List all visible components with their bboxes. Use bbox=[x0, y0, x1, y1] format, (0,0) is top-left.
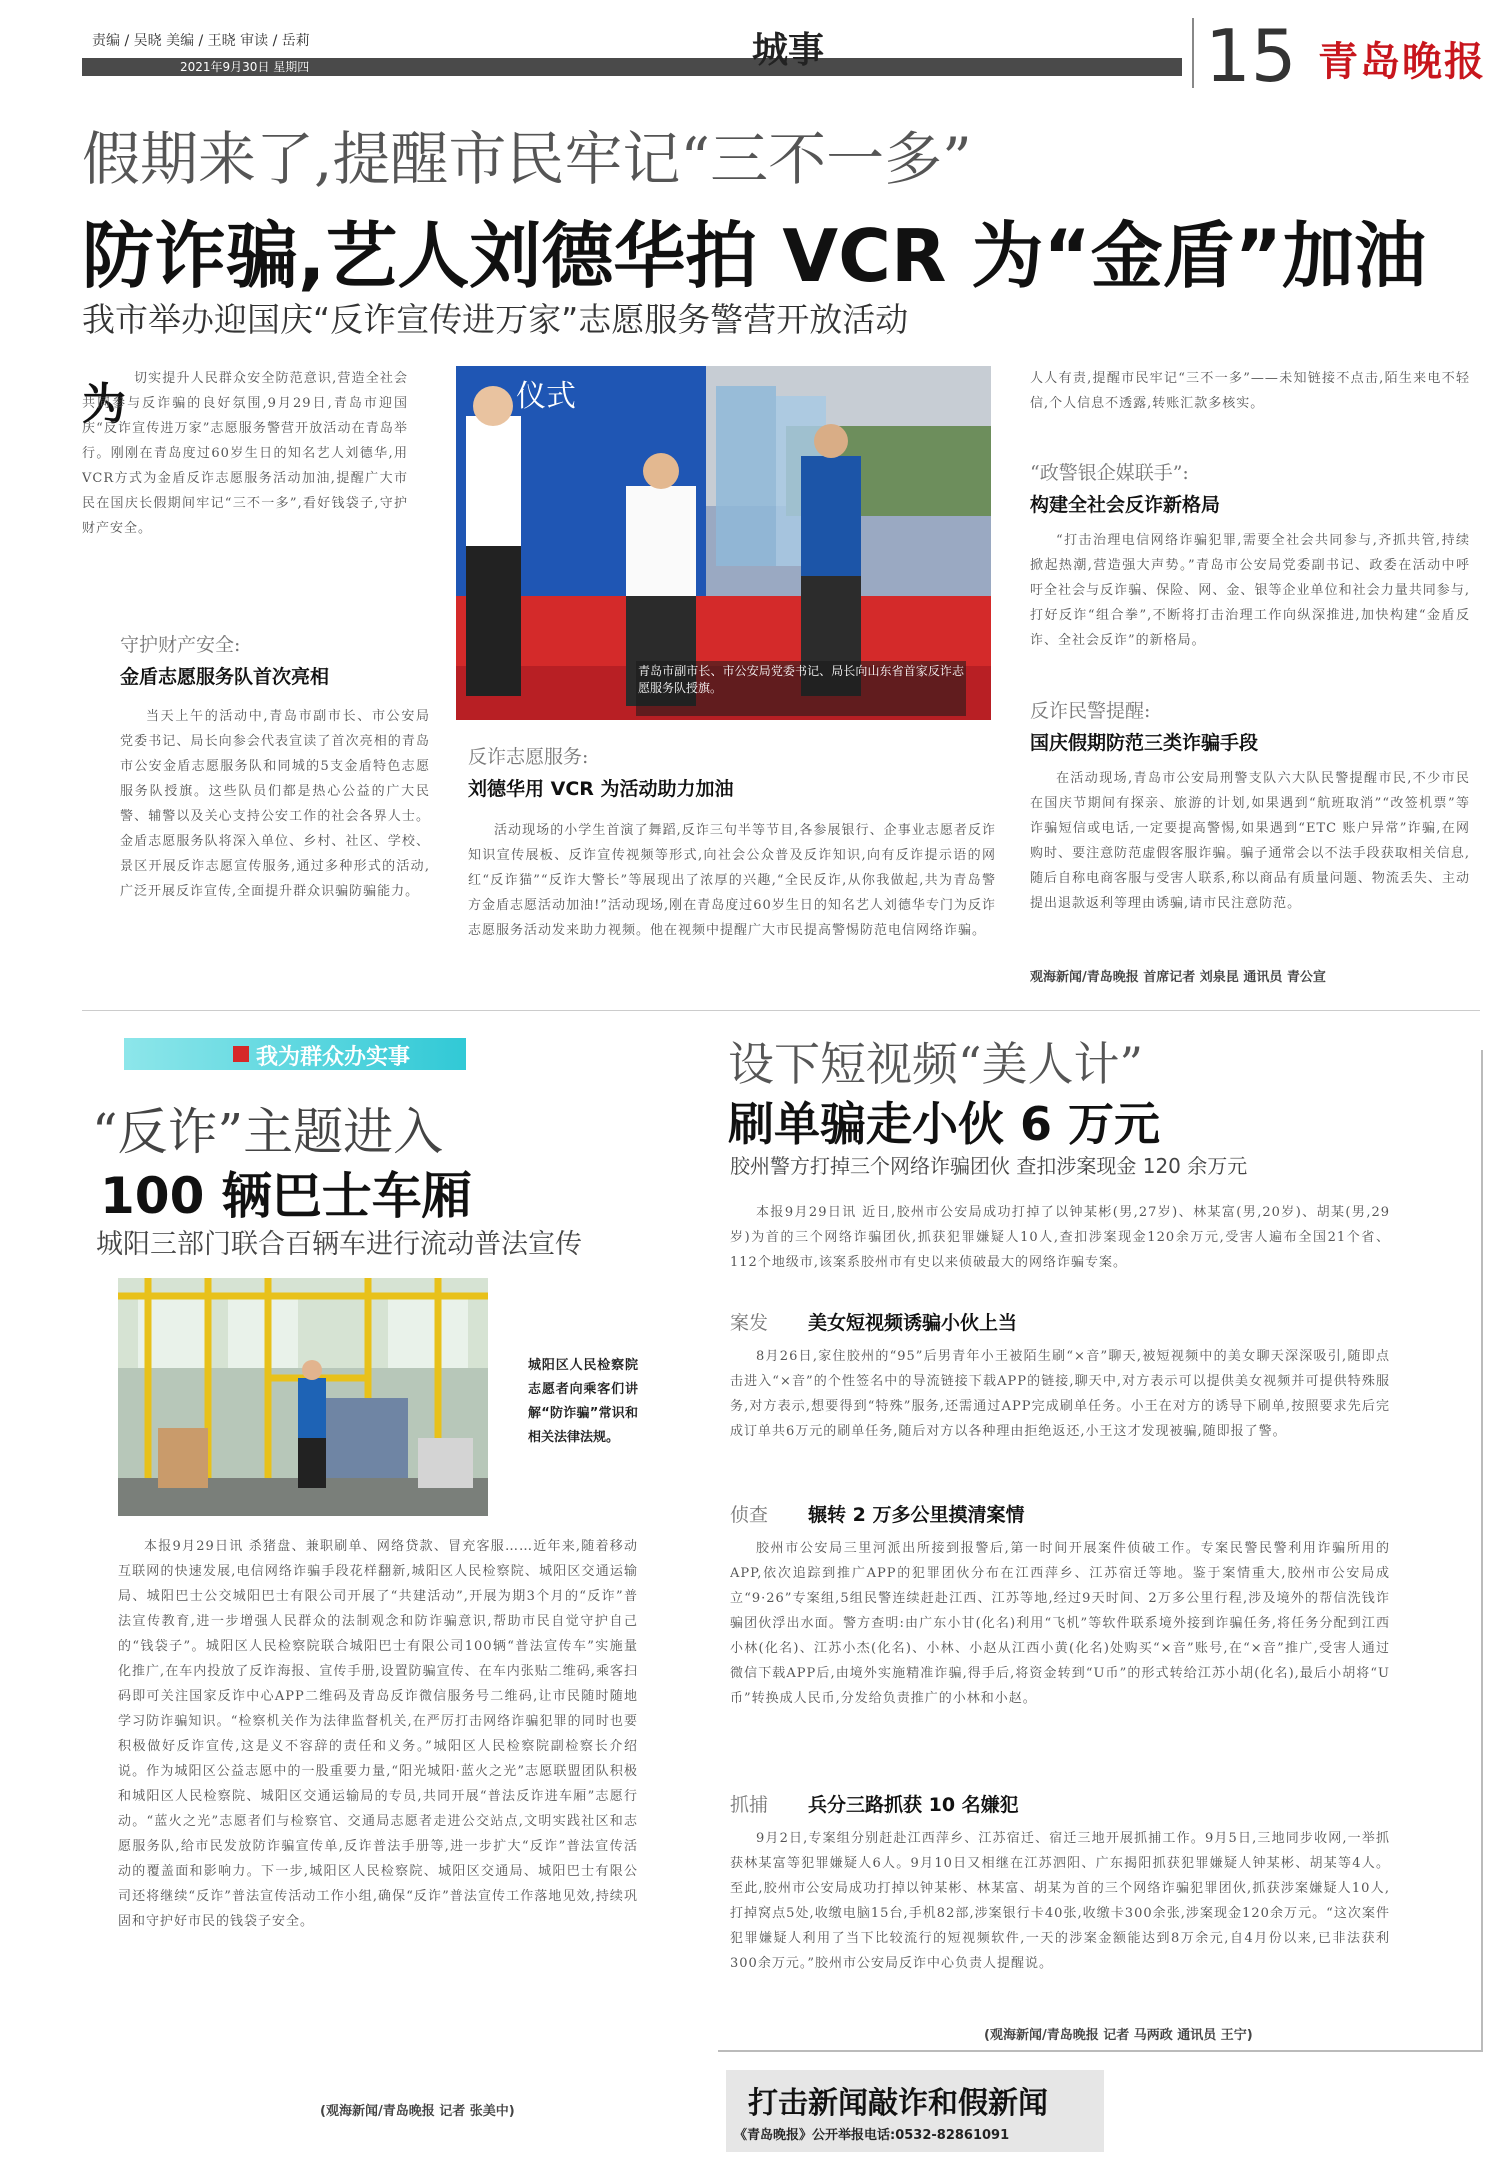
article1-sub2-title: 刘德华用 VCR 为活动助力加油 bbox=[468, 778, 734, 800]
bus-photo-caption: 城阳区人民检察院志愿者向乘客们讲解“防诈骗”常识和相关法律法规。 bbox=[528, 1358, 638, 1445]
article3-sec3-label: 抓捕 bbox=[730, 1794, 769, 1816]
article3-sec2-label: 侦查 bbox=[730, 1504, 769, 1526]
svg-text:仪式: 仪式 bbox=[516, 379, 576, 414]
article2-deck: 城阳三部门联合百辆车进行流动普法宣传 bbox=[96, 1229, 582, 1260]
article3-sec2-body: 胶州市公安局三里河派出所接到报警后,第一时间开展案件侦破工作。专案民警民警利用诈骗所用的APP,依次追踪到推广APP的犯罪团伙分布在江西萍乡、江苏宿迁等地。鉴于案情重大,胶州市公安局成立“9·26”专案组,5组民警连续赶赴江西、江苏等地,经过9天时间、2万多公里行程,涉及境外的帮信洗钱诈骗团伙浮出水面。警方查明:由广东小甘(化名)利用“飞机”等软件联系境外接到诈骗任务,将任务分配到江西小林(化名)、江苏小杰(化名)、小林、小赵从江西小黄(化名)处购买“×音”账号,在“×音”推广,受害人通过微信下载APP后,由境外实施精准诈骗,得手后,将资金转到“U币”的形式转给江苏小胡(化名),最后小胡将“U币”转换成人民币,分发给负责推广的小林和小赵。 bbox=[730, 1541, 1390, 1706]
article1-deck: 我市举办迎国庆“反诈宣传进万家”志愿服务警营开放活动 bbox=[82, 300, 909, 339]
article1-s4-body: 在活动现场,青岛市公安局刑警支队六大队民警提醒市民,不少市民在国庆节期间有探亲、旅游的计划,如果遇到“航班取消”“改签机票”等诈骗短信或电话,一定要提高警惕,如果遇到“ETC 账户异常”诈骗,在网购时、要注意防范虚假客服诈骗。骗子通常会以不法手段获取相关信息,随后自称电商客服与受害人联系,称以商品有质量问题、物流丢失、主动提出退款返利等理由诱骗,请市民注意防范。 bbox=[1030, 771, 1470, 911]
article3-lead: 本报9月29日讯 近日,胶州市公安局成功打掉了以钟某彬(男,27岁)、林某富(男,20岁)、胡某(男,29岁)为首的三个网络诈骗团伙,抓获犯罪嫌疑人10人,查扣涉案现金120余万元,受害人遍布全国21个省、112个地级市,该案系胶州市有史以来侦破最大的网络诈骗专案。 bbox=[730, 1205, 1390, 1270]
article1-headline: 防诈骗,艺人刘德华拍 VCR 为“金盾”加油 bbox=[82, 214, 1427, 298]
article1-s3-body: 人人有责,提醒市民牢记“三不一多”——未知链接不点击,陌生来电不轻信,个人信息不透露,转账汇款多核实。 bbox=[1030, 371, 1470, 411]
bus-interior-photo bbox=[118, 1278, 488, 1516]
article1-sub3-title: 构建全社会反诈新格局 bbox=[1030, 494, 1221, 516]
anti-fake-news-box bbox=[726, 2070, 1104, 2152]
article1-sub1-title: 金盾志愿服务队首次亮相 bbox=[120, 666, 330, 688]
header-editors: 责编 / 吴晓 美编 / 王晓 审读 / 岳莉 bbox=[92, 33, 310, 49]
article1-sub2-label: 反诈志愿服务: bbox=[468, 746, 589, 768]
article3-sec2-title: 辗转 2 万多公里摸清案情 bbox=[808, 1504, 1025, 1526]
article3-sec1-title: 美女短视频诱骗小伙上当 bbox=[808, 1312, 1018, 1334]
article1-s2-body: 活动现场的小学生首演了舞蹈,反诈三句半等节目,各参展银行、企事业志愿者反诈知识宣传展板、反诈宣传视频等形式,向社会公众普及反诈知识,向有反诈提示语的网红“反诈猫”“反诈大警长”等展现出了浓厚的兴趣,“全民反诈,从你我做起,共为青岛警方金盾志愿活动加油!”活动现场,刚在青岛度过60岁生日的知名艺人刘德华专门为反诈志愿服务活动发来助力视频。他在视频中提醒广大市民提高警惕防范电信网络诈骗。 bbox=[468, 823, 996, 938]
article1-lead: 切实提升人民群众安全防范意识,营造全社会共同参与反诈骗的良好氛围,9月29日,青岛市迎国庆“反诈宣传进万家”志愿服务警营开放活动在青岛举行。刚刚在青岛度过60岁生日的知名艺人刘德华,用VCR方式为金盾反诈志愿服务活动加油,提醒广大市民在国庆长假期间牢记“三不一多”,看好钱袋子,守护财产安全。 bbox=[82, 371, 408, 536]
article1-s3-body2: “打击治理电信网络诈骗犯罪,需要全社会共同参与,齐抓共管,持续掀起热潮,营造强大声势。”青岛市公安局党委副书记、政委在活动中呼吁全社会与反诈骗、保险、网、金、银等企业单位和社会力量共同参与,打好反诈“组合拳”,不断将打击治理工作向纵深推进,加快构建“金盾反诈、全社会反诈”的新格局。 bbox=[1030, 533, 1470, 648]
article1-sub3-label: “政警银企媒联手”: bbox=[1030, 462, 1189, 484]
article1-sub4-label: 反诈民警提醒: bbox=[1030, 700, 1151, 722]
article2-credit: (观海新闻/青岛晚报 记者 张美中) bbox=[320, 2104, 515, 2119]
report-phone: 《青岛晚报》公开举报电话:0532-82861091 bbox=[734, 2128, 1010, 2143]
article3-sec1-label: 案发 bbox=[730, 1312, 769, 1334]
section-name: 城事 bbox=[752, 30, 825, 71]
anti-fake-news-title: 打击新闻敲诈和假新闻 bbox=[748, 2086, 1048, 2121]
article1-kicker: 假期来了,提醒市民牢记“三不一多” bbox=[82, 125, 972, 193]
article1-sub1-label: 守护财产安全: bbox=[120, 634, 241, 656]
article3-deck: 胶州警方打掉三个网络诈骗团伙 查扣涉案现金 120 余万元 bbox=[730, 1154, 1248, 1178]
article3-headline: 刷单骗走小伙 6 万元 bbox=[728, 1097, 1161, 1151]
flag-ceremony-photo bbox=[456, 366, 991, 720]
article1-dropcap: 为 bbox=[82, 379, 126, 430]
article3-kicker: 设下短视频“美人计” bbox=[728, 1037, 1144, 1091]
article3-sec1-body: 8月26日,家住胶州的“95”后男青年小王被陌生刷“×音”聊天,被短视频中的美女聊天深深吸引,随即点击进入“×音”的个性签名中的导流链接下载APP的链接,聊天中,对方表示可以提供美女视频并可提供特殊服务,对方表示,想要得到“特殊”服务,还需通过APP完成刷单任务。小王在对方的诱导下刷单,按照要求先后完成订单共6万元的刷单任务,随后对方以各种理由拒绝返还,小王这才发现被骗,随即报了警。 bbox=[730, 1349, 1390, 1439]
flag-ceremony-caption: 青岛市副市长、市公安局党委书记、局长向山东省首家反诈志愿服务队授旗。 bbox=[638, 664, 964, 695]
article2-body: 本报9月29日讯 杀猪盘、兼职刷单、网络贷款、冒充客服……近年来,随着移动互联网的快速发展,电信网络诈骗手段花样翻新,城阳区人民检察院、城阳区交通运输局、城阳巴士公交城阳巴士有限公司开展了“共建活动”,开展为期3个月的“反诈”普法宣传教育,进一步增强人民群众的法制观念和防诈骗意识,帮助市民自觉守护自己的“钱袋子”。城阳区人民检察院联合城阳巴士有限公司100辆“普法宣传车”实施量化推广,在车内投放了反诈海报、宣传手册,设置防骗宣传、在车内张贴二维码,乘客扫码即可关注国家反诈中心APP二维码及青岛反诈微信服务号二维码,让市民随时随地学习防诈骗知识。“检察机关作为法律监督机关,在严厉打击网络诈骗犯罪的同时也要积极做好反诈宣传,这是义不容辞的责任和义务。”城阳区人民检察院副检察长介绍说。作为城阳区公益志愿中的一股重要力量,“阳光城阳·蓝火之光”志愿联盟团队积极和城阳区人民检察院、城阳区交通运输局的专员,共同开展“普法反诈进车厢”志愿行动。“蓝火之光”志愿者们与检察官、交通局志愿者走进公交站点,文明实践社区和志愿服务队,给市民发放防诈骗宣传单,反诈普法手册等,进一步扩大“反诈”普法宣传活动的覆盖面和影响力。下一步,城阳区人民检察院、城阳区交通局、城阳巴士有限公司还将继续“反诈”普法宣传活动工作小组,确保“反诈”普法宣传工作落地见效,持续巩固和守护好市民的钱袋子安全。 bbox=[118, 1539, 638, 1929]
article1-sub4-title: 国庆假期防范三类诈骗手段 bbox=[1030, 732, 1259, 754]
article2-tag-square bbox=[233, 1046, 249, 1062]
paper-name-logo: 青岛晚报 bbox=[1318, 38, 1486, 85]
page-number: 15 bbox=[1205, 14, 1297, 98]
article1-credit: 观海新闻/青岛晚报 首席记者 刘泉昆 通讯员 青公宣 bbox=[1030, 970, 1326, 985]
article3-sec3-body: 9月2日,专案组分别赶赴江西萍乡、江苏宿迁、宿迁三地开展抓捕工作。9月5日,三地同步收网,一举抓获林某富等犯罪嫌疑人6人。9月10日又相继在江苏泗阳、广东揭阳抓获犯罪嫌疑人钟某彬、胡某等4人。至此,胶州市公安局成功打掉以钟某彬、林某富、胡某为首的三个网络诈骗犯罪团伙,抓获涉案嫌疑人10人,打掉窝点5处,收缴电脑15台,手机82部,涉案银行卡40张,收缴卡300余张,涉案现金120余万元。“这次案件犯罪嫌疑人利用了当下比较流行的短视频软件,一天的涉案金额能达到8万余元,自4月份以来,已非法获利300余万元。”胶州市公安局反诈中心负责人提醒说。 bbox=[730, 1831, 1390, 1971]
header-date: 2021年9月30日 星期四 bbox=[180, 60, 310, 74]
article3-sec3-title: 兵分三路抓获 10 名嫌犯 bbox=[808, 1794, 1019, 1816]
article2-headline1: “反诈”主题进入 bbox=[92, 1103, 444, 1161]
section-divider bbox=[82, 1010, 1480, 1011]
article3-credit: (观海新闻/青岛晚报 记者 马两政 通讯员 王宁) bbox=[984, 2028, 1253, 2043]
header-divider bbox=[1192, 18, 1194, 88]
article1-s1-body: 当天上午的活动中,青岛市副市长、市公安局党委书记、局长向参会代表宣读了首次亮相的青岛市公安金盾志愿服务队和同城的5支金盾特色志愿服务队授旗。这些队员们都是热心公益的广大民警、辅警以及关心支持公安工作的社会各界人士。金盾志愿服务队将深入单位、乡村、社区、学校、景区开展反诈志愿宣传服务,通过多种形式的活动,广泛开展反诈宣传,全面提升群众识骗防骗能力。 bbox=[120, 709, 430, 899]
article2-headline2: 100 辆巴士车厢 bbox=[100, 1167, 472, 1225]
article2-tag: 我为群众办实事 bbox=[256, 1045, 411, 1070]
